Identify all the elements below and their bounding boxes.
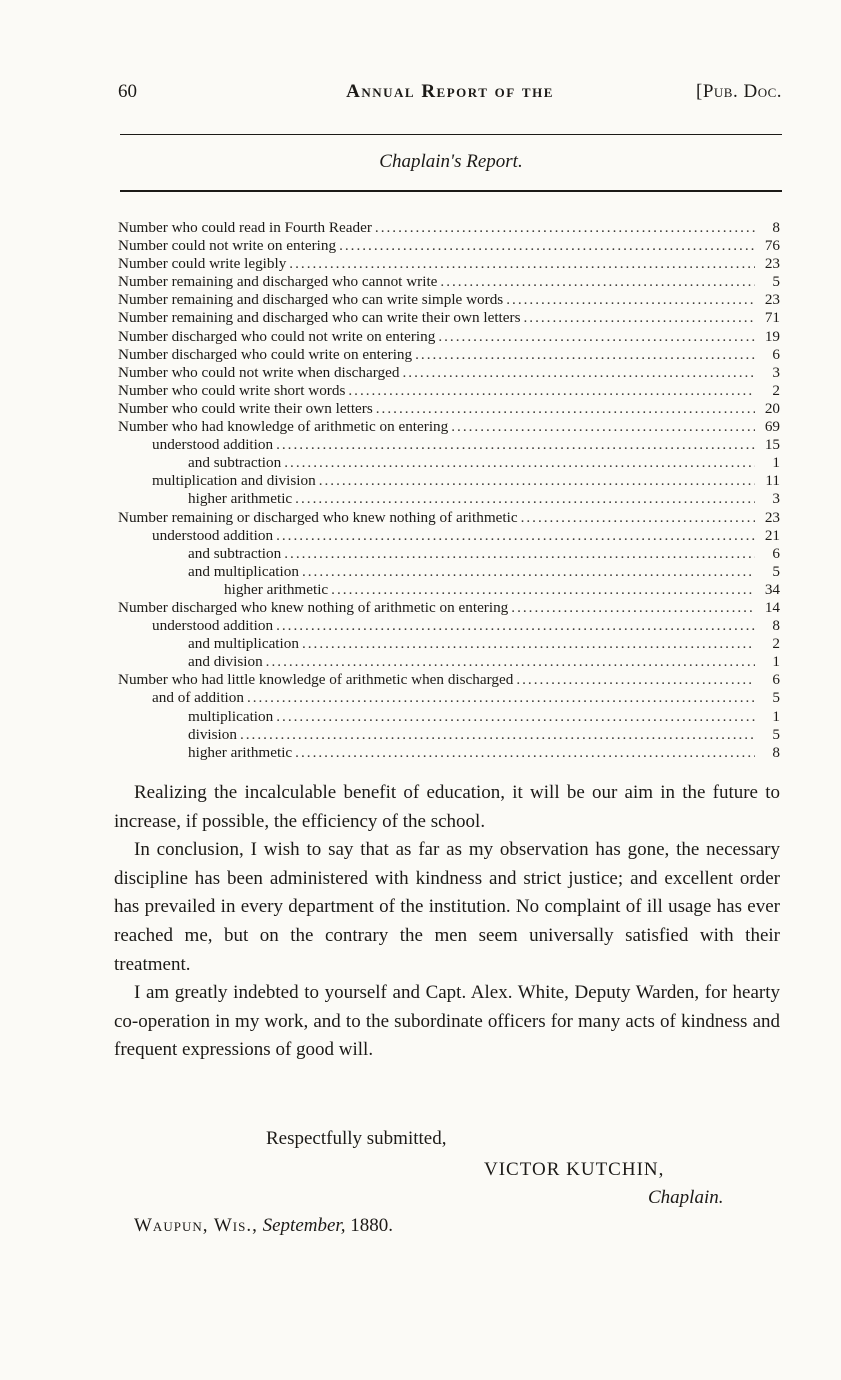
leader-dots [506, 291, 755, 309]
stat-row [118, 689, 780, 707]
statistics-table [118, 219, 780, 762]
stat-value: 5 [772, 725, 780, 743]
stat-label: Number discharged who could not write on entering [118, 327, 436, 345]
stat-row [118, 273, 780, 291]
leader-dots [276, 708, 755, 726]
stat-label: higher arithmetic [224, 580, 329, 598]
leader-dots [516, 671, 755, 689]
stat-label: and multiplication [188, 562, 299, 580]
stat-row [118, 237, 780, 255]
stat-label: Number who had little knowledge of arithmetic when discharged [118, 671, 514, 689]
leader-dots [415, 346, 755, 364]
paragraph-acknowledgement: I am greatly indebted to yourself and Capt. Alex. White, Deputy Warden, for hearty co-operation in my work, and to the subordinate officers for many acts of kindness and frequent expressions of good will. [114, 982, 780, 1061]
leader-dots [289, 255, 755, 273]
signoff: Respectfully submitted, [266, 1128, 447, 1149]
stat-value: 23 [764, 291, 780, 309]
stat-label: Number who had knowledge of arithmetic on entering [118, 418, 449, 436]
stat-label: Number remaining and discharged who can write their own letters [118, 309, 521, 327]
document-reference: [Pub. Doc. [696, 81, 782, 102]
stat-row [118, 653, 780, 671]
stat-label: Number who could write short words [118, 381, 346, 399]
stat-row [118, 563, 780, 581]
stat-row [118, 400, 780, 418]
stat-row [118, 219, 780, 237]
leader-dots [521, 509, 755, 527]
stat-row [118, 346, 780, 364]
leader-dots [240, 726, 755, 744]
stat-label: and division [188, 653, 263, 671]
leader-dots [348, 382, 755, 400]
stat-row [118, 617, 780, 635]
stat-value: 3 [772, 490, 780, 508]
stat-value: 2 [772, 381, 780, 399]
stat-label: higher arithmetic [188, 743, 293, 761]
stat-label: and subtraction [188, 454, 282, 472]
running-header [118, 80, 782, 106]
stat-label: understood addition [152, 436, 274, 454]
stat-value: 2 [772, 635, 780, 653]
stat-value: 8 [772, 617, 780, 635]
stat-row [118, 255, 780, 273]
leader-dots [402, 364, 755, 382]
stat-label: multiplication [188, 707, 274, 725]
stat-label: and subtraction [188, 544, 282, 562]
stat-value: 8 [772, 219, 780, 236]
stat-value: 76 [764, 237, 780, 255]
stat-value: 34 [764, 580, 780, 598]
leader-dots [302, 563, 755, 581]
stat-row [118, 744, 780, 762]
leader-dots [511, 599, 755, 617]
stat-value: 5 [772, 689, 780, 707]
dateline-month: September, [262, 1215, 346, 1236]
leader-dots [451, 418, 755, 436]
stat-row [118, 726, 780, 744]
leader-dots [295, 490, 755, 508]
leader-dots [523, 309, 755, 327]
stat-value: 15 [764, 436, 780, 454]
stat-value: 71 [764, 309, 780, 327]
stat-value: 20 [764, 399, 780, 417]
leader-dots [375, 219, 755, 237]
leader-dots [440, 273, 755, 291]
leader-dots [266, 653, 755, 671]
dateline-year: 1880. [350, 1215, 393, 1236]
stat-row [118, 527, 780, 545]
leader-dots [284, 454, 755, 472]
stat-label: division [188, 725, 237, 743]
stat-label: understood addition [152, 526, 274, 544]
stat-row [118, 382, 780, 400]
stat-value: 23 [764, 255, 780, 273]
stat-label: Number remaining and discharged who cannot write [118, 273, 438, 291]
stat-label: Number who could write their own letters [118, 399, 373, 417]
stat-value: 8 [772, 743, 780, 761]
page-number: 60 [118, 81, 137, 102]
stat-row [118, 454, 780, 472]
stat-label: Number who could read in Fourth Reader [118, 219, 372, 236]
stat-row [118, 581, 780, 599]
stat-row [118, 436, 780, 454]
stat-value: 6 [772, 671, 780, 689]
header-rule-bottom [120, 190, 782, 192]
section-title: Chaplain's Report. [379, 151, 523, 172]
stat-value: 19 [764, 327, 780, 345]
signer-role: Chaplain. [648, 1187, 724, 1208]
stat-value: 5 [772, 273, 780, 291]
stat-row [118, 291, 780, 309]
stat-label: Number could write legibly [118, 255, 287, 273]
leader-dots [284, 545, 755, 563]
stat-value: 6 [772, 544, 780, 562]
stat-row [118, 490, 780, 508]
stat-value: 3 [772, 363, 780, 381]
stat-row [118, 545, 780, 563]
leader-dots [331, 581, 755, 599]
leader-dots [276, 436, 755, 454]
stat-value: 11 [765, 472, 780, 490]
stat-value: 1 [772, 454, 780, 472]
stat-row [118, 364, 780, 382]
stat-row [118, 418, 780, 436]
stat-row [118, 599, 780, 617]
stat-label: and of addition [152, 689, 244, 707]
stat-label: Number discharged who could write on entering [118, 345, 413, 363]
stat-value: 69 [764, 418, 780, 436]
stat-row [118, 708, 780, 726]
stat-label: higher arithmetic [188, 490, 293, 508]
stat-label: Number who could not write when discharged [118, 363, 400, 381]
stat-label: and multiplication [188, 635, 299, 653]
dateline [134, 1214, 393, 1238]
leader-dots [339, 237, 755, 255]
leader-dots [276, 617, 755, 635]
signer-name: VICTOR KUTCHIN, [484, 1159, 665, 1180]
stat-value: 21 [764, 526, 780, 544]
dateline-place: Waupun, Wis., [134, 1215, 258, 1236]
leader-dots [247, 689, 755, 707]
stat-row [118, 635, 780, 653]
stat-value: 23 [764, 508, 780, 526]
stat-row [118, 671, 780, 689]
leader-dots [438, 328, 755, 346]
stat-row [118, 309, 780, 327]
running-title: Annual Report of the [346, 81, 554, 102]
leader-dots [276, 527, 755, 545]
stat-value: 5 [772, 562, 780, 580]
leader-dots [295, 744, 755, 762]
stat-label: Number could not write on entering [118, 237, 337, 255]
stat-label: understood addition [152, 617, 274, 635]
stat-value: 6 [772, 345, 780, 363]
stat-label: Number discharged who knew nothing of arithmetic on entering [118, 598, 509, 616]
stat-row [118, 509, 780, 527]
paragraph-education: Realizing the incalculable benefit of education, it will be our aim in the future to increase, if possible, the efficiency of the school. [114, 782, 780, 832]
paragraph-discipline: In conclusion, I wish to say that as far as my observation has gone, the necessary discipline has been administered with kindness and strict justice; and excellent order has prevailed in every department of the institution. No complaint of ill usage has ever reached me, but on the contrary the men seem universally satisfied with their treatment. [114, 839, 780, 975]
stat-label: Number remaining and discharged who can write simple words [118, 291, 504, 309]
stat-value: 1 [772, 653, 780, 671]
stat-value: 14 [764, 598, 780, 616]
stat-label: Number remaining or discharged who knew nothing of arithmetic [118, 508, 518, 526]
stat-row [118, 472, 780, 490]
header-rule-top [120, 134, 782, 135]
leader-dots [302, 635, 755, 653]
report-body [114, 779, 780, 1065]
stat-label: multiplication and division [152, 472, 316, 490]
leader-dots [376, 400, 755, 418]
stat-value: 1 [772, 707, 780, 725]
stat-row [118, 328, 780, 346]
leader-dots [319, 472, 755, 490]
